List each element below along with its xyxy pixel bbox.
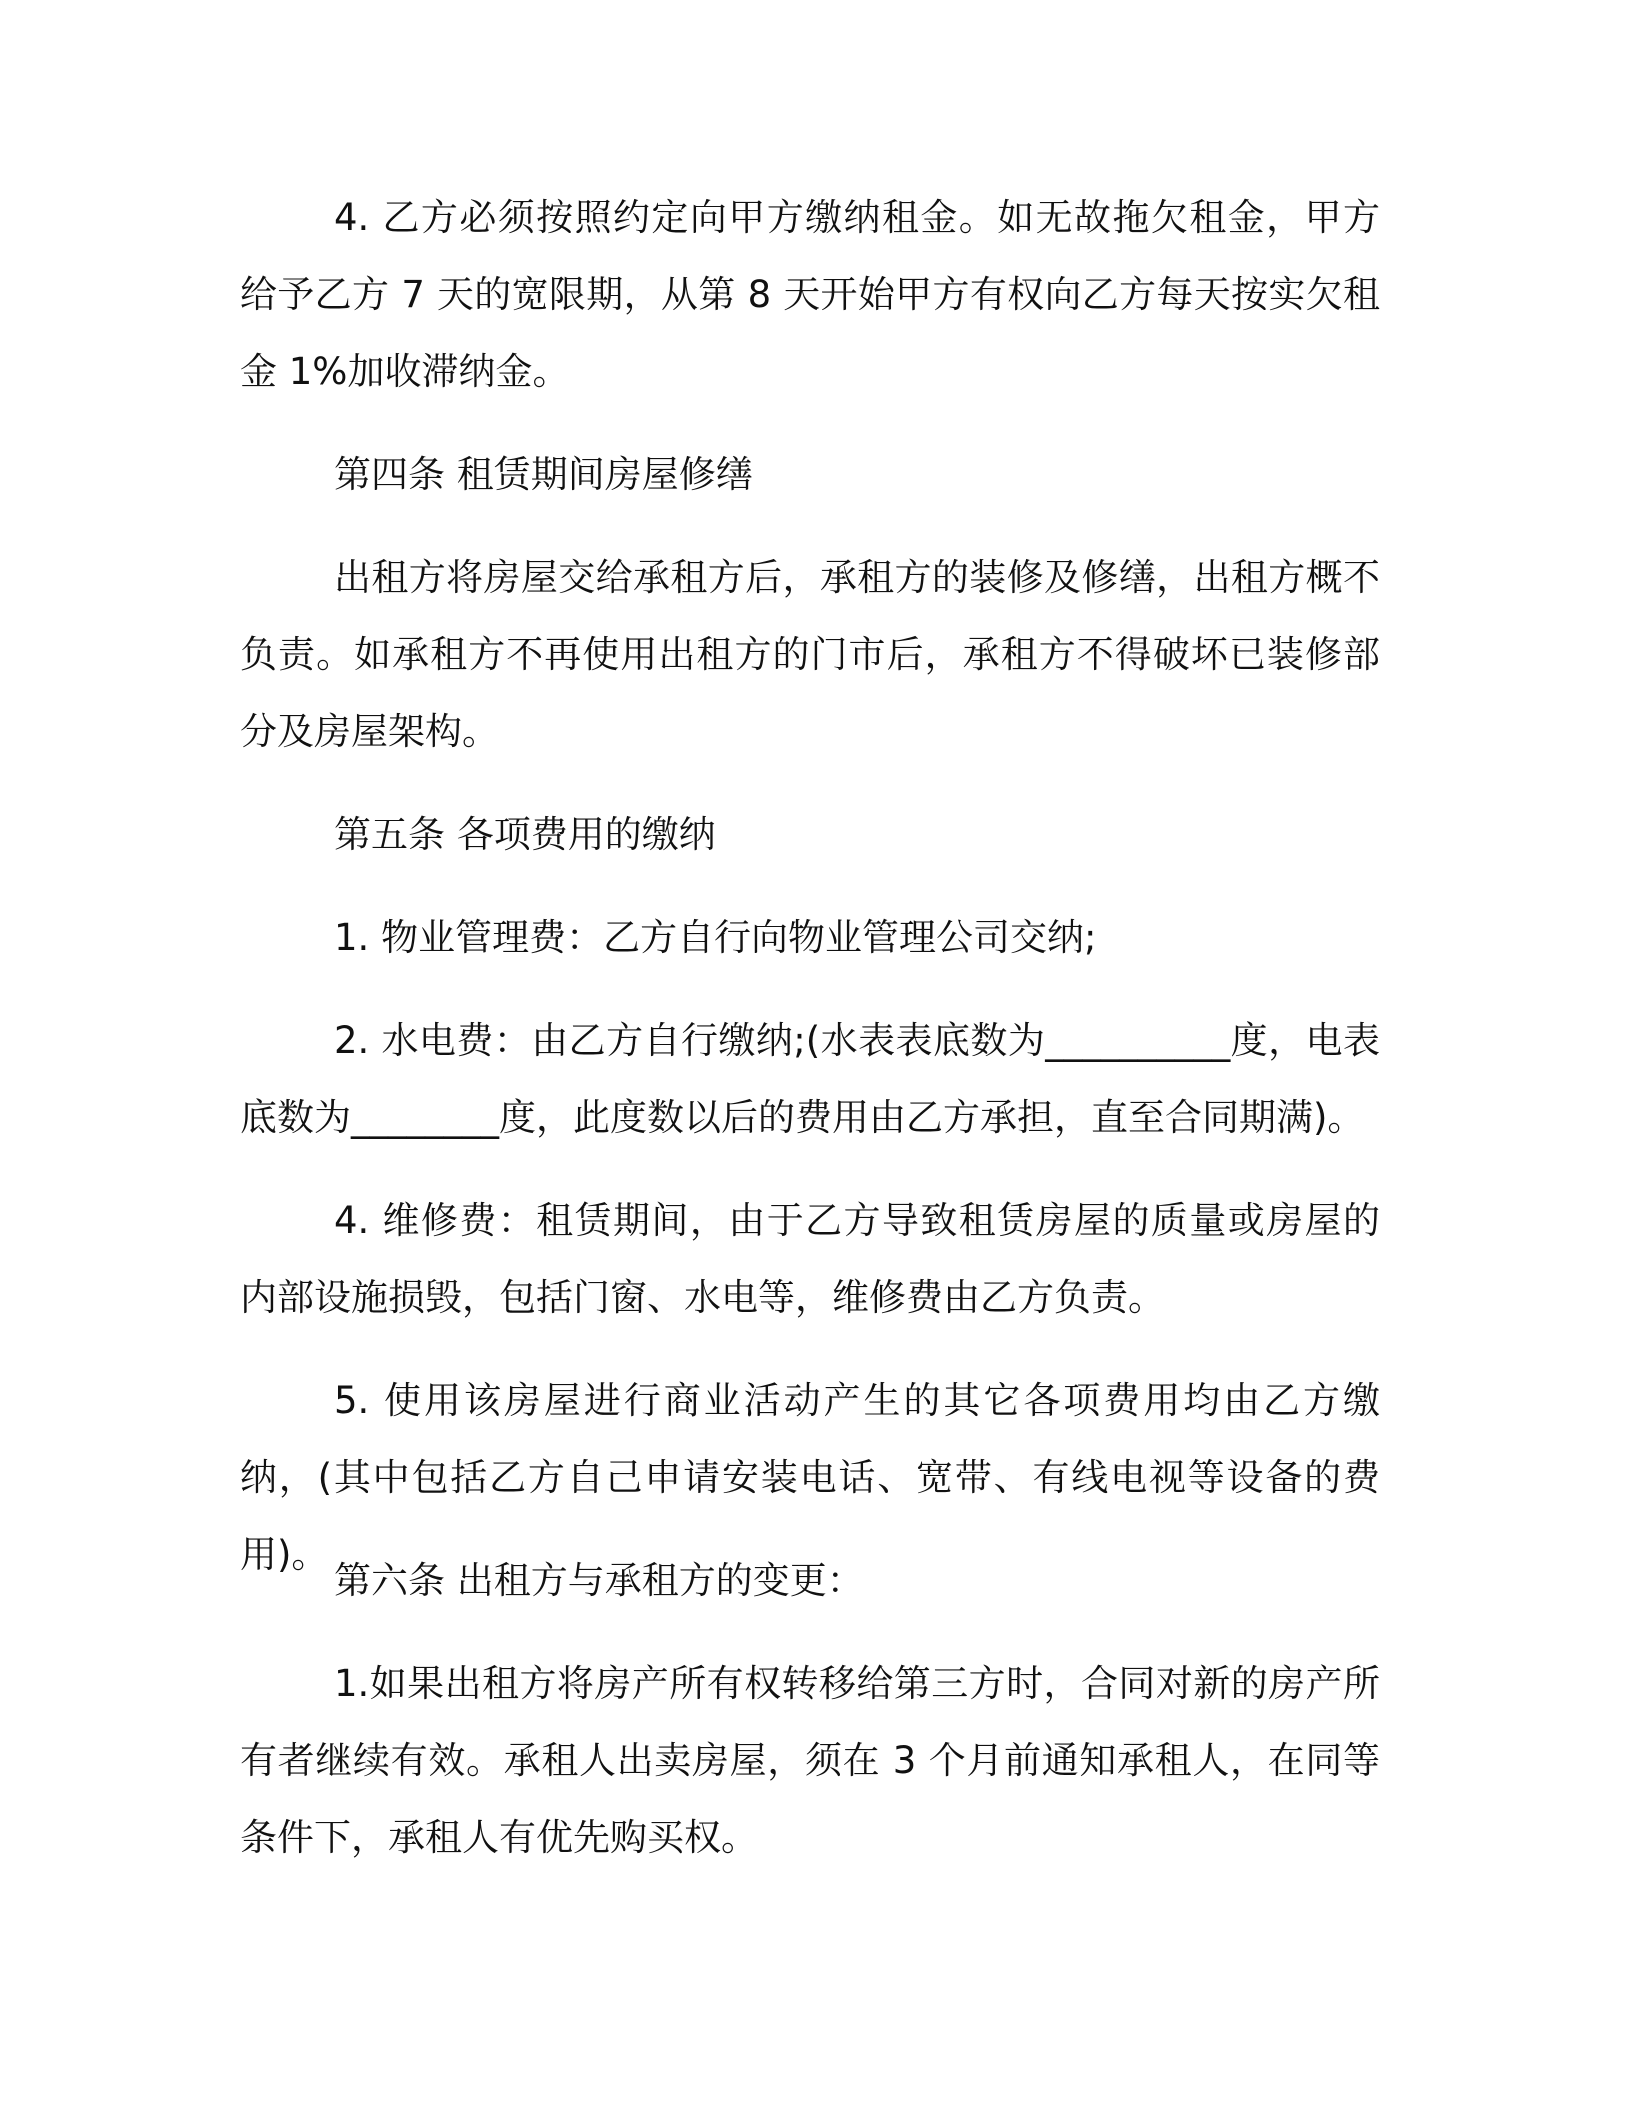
paragraph-property-fee: 1. 物业管理费：乙方自行向物业管理公司交纳;	[334, 916, 1097, 959]
paragraph-utilities: 2. 水电费：由乙方自行缴纳;(水表表底数为__________度，电表底数为________度，此度数以后的费用由乙方承担，直至合同期满)。	[240, 1019, 1380, 1139]
paragraph-other-fees: 5. 使用该房屋进行商业活动产生的其它各项费用均由乙方缴纳，(其中包括乙方自己申请安装电话、宽带、有线电视等设备的费用)。	[240, 1379, 1380, 1576]
heading-article-5: 第五条 各项费用的缴纳	[334, 813, 716, 856]
paragraph-late-rent-penalty: 4. 乙方必须按照约定向甲方缴纳租金。如无故拖欠租金，甲方给予乙方 7 天的宽限期，从第 8 天开始甲方有权向乙方每天按实欠租金 1%加收滞纳金。	[240, 196, 1380, 393]
heading-article-4: 第四条 租赁期间房屋修缮	[334, 453, 753, 496]
heading-article-6: 第六条 出租方与承租方的变更：	[334, 1559, 864, 1602]
paragraph-ownership-transfer: 1.如果出租方将房产所有权转移给第三方时，合同对新的房产所有者继续有效。承租人出卖房屋，须在 3 个月前通知承租人，在同等条件下，承租人有优先购买权。	[240, 1662, 1380, 1859]
paragraph-maintenance: 4. 维修费：租赁期间，由于乙方导致租赁房屋的质量或房屋的内部设施损毁，包括门窗、水电等，维修费由乙方负责。	[240, 1199, 1380, 1319]
paragraph-repairs: 出租方将房屋交给承租方后，承租方的装修及修缮，出租方概不负责。如承租方不再使用出租方的门市后，承租方不得破坏已装修部分及房屋架构。	[240, 556, 1380, 753]
